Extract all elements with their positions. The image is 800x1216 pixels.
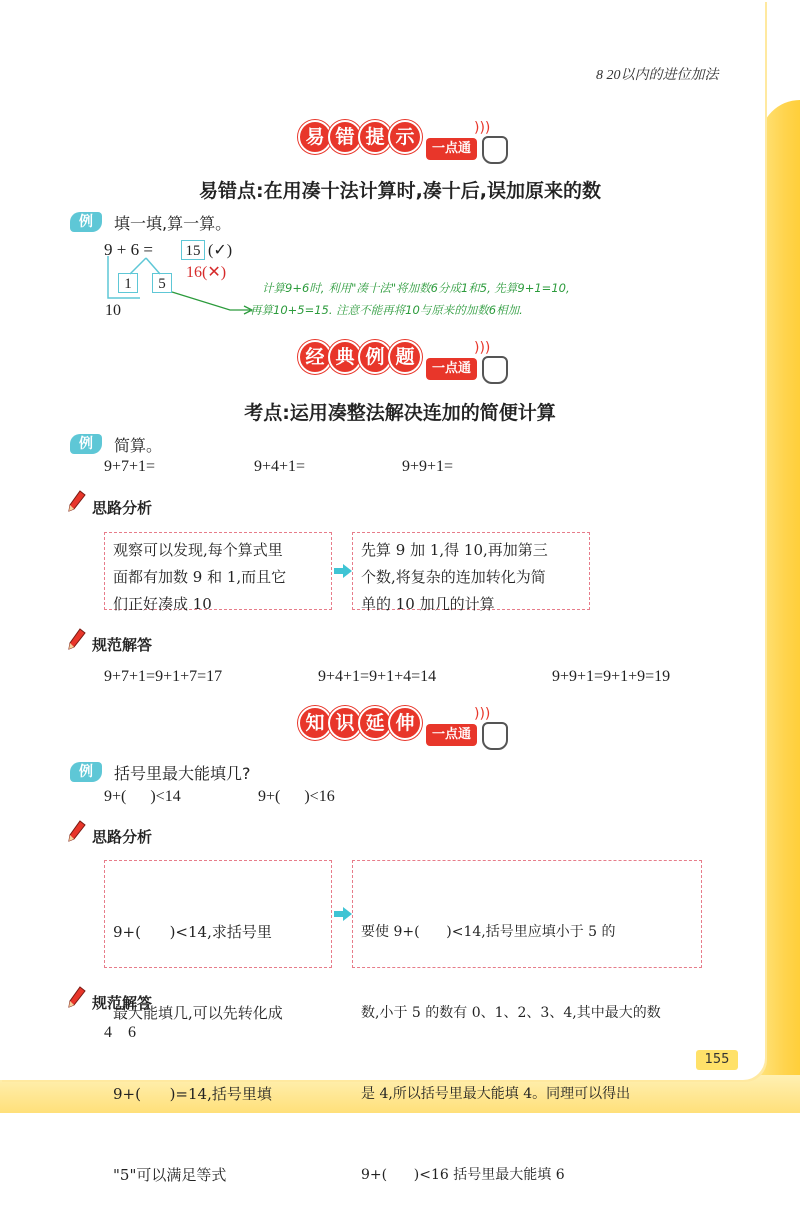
ten-label: 10 [105,302,121,319]
signal-icon: ))) [474,120,491,136]
note-arrow [170,290,260,320]
analysis-line: 个数,将复杂的连加转化为简 [361,568,546,586]
banner-char: 例 [358,340,392,374]
analysis-heading: 思路分析 [92,828,153,846]
banner-char: 示 [388,120,422,154]
page-edge-right [760,100,800,1113]
analysis-box-left [104,532,332,613]
analysis-box-right [352,860,702,1183]
analysis-line: 先算 9 加 1,得 10,再加第三 [361,541,548,559]
signal-icon: ))) [474,706,491,722]
running-head: 8 20以内的进位加法 [596,68,719,83]
banner-char: 延 [358,706,392,740]
expression: 9+( )<14 [104,788,181,805]
extend-banner [298,700,538,752]
check-mark: (✓) [208,242,233,259]
arrow-right-icon [334,907,352,921]
banner-char: 经 [298,340,332,374]
example-prompt: 括号里最大能填几? [114,764,251,783]
banner-char: 伸 [388,706,422,740]
note-line-1: 计算9+6时, 利用"凑十法"将加数6分成1和5, 先算9+1=10, [262,281,570,295]
analysis-line: "5"可以满足等式 [113,1166,227,1184]
example-prompt: 填一填,算一算。 [114,214,232,233]
banner-char: 识 [328,706,362,740]
example-badge: 例 [70,212,102,232]
banner-char: 提 [358,120,392,154]
analysis-heading: 思路分析 [92,499,153,517]
answer-heading: 规范解答 [92,636,153,654]
page-number: 155 [696,1050,738,1070]
example-badge: 例 [70,434,102,454]
arrow-right-icon [334,564,352,578]
expression: 9+9+1= [402,458,454,475]
analysis-line: 最大能填几,可以先转化成 [113,1004,283,1022]
banner-char: 典 [328,340,362,374]
split-left-box: 1 [118,273,138,293]
analysis-line: 9+( )<14,求括号里 [113,923,272,941]
split-right-box: 5 [152,273,172,293]
mistake-banner [298,114,538,166]
answer-heading: 规范解答 [92,994,153,1012]
banner-char: 题 [388,340,422,374]
answer-line: 9+7+1=9+1+7=17 [104,668,223,685]
analysis-line: 是 4,所以括号里最大能填 4。同理可以得出 [361,1086,631,1102]
analysis-line: 们正好凑成 10 [113,595,212,613]
classic-banner [298,334,538,386]
pointing-hand-icon [482,136,508,164]
answer-line: 9+9+1=9+1+9=19 [552,668,671,685]
signal-icon: ))) [474,340,491,356]
answer-line: 4 6 [104,1024,136,1041]
pencil-icon [68,490,86,512]
pencil-icon [68,628,86,650]
classic-point: 考点:运用凑整法解决连加的简便计算 [244,402,556,424]
expression: 9+7+1= [104,458,156,475]
banner-tag: 一点通 [426,358,477,380]
pencil-icon [68,986,86,1008]
banner-tag: 一点通 [426,138,477,160]
analysis-line: 面都有加数 9 和 1,而且它 [113,568,287,586]
equation: 9 + 6 = [104,240,153,259]
banner-char: 错 [328,120,362,154]
pointing-hand-icon [482,356,508,384]
analysis-line: 要使 9+( )<14,括号里应填小于 5 的 [361,924,616,940]
analysis-line: 单的 10 加几的计算 [361,595,495,613]
example-badge: 例 [70,762,102,782]
banner-char: 易 [298,120,332,154]
answer-box: 15 [181,240,205,260]
expression: 9+4+1= [254,458,306,475]
mistake-point: 易错点:在用凑十法计算时,凑十后,误加原来的数 [198,180,602,202]
expression: 9+( )<16 [258,788,335,805]
answer-line: 9+4+1=9+1+4=14 [318,668,437,685]
banner-tag: 一点通 [426,724,477,746]
analysis-line: 9+( )<16 括号里最大能填 6 [361,1167,565,1183]
analysis-line: 9+( )=14,括号里填 [113,1085,272,1103]
example-prompt: 简算。 [114,436,163,455]
analysis-line: 数,小于 5 的数有 0、1、2、3、4,其中最大的数 [361,1005,661,1021]
note-line-2: 再算10+5=15. 注意不能再将10与原来的加数6相加. [250,303,523,317]
analysis-line: 观察可以发现,每个算式里 [113,541,283,559]
analysis-box-right [352,532,590,613]
wrong-answer: 16(✕) [186,264,227,281]
banner-char: 知 [298,706,332,740]
pencil-icon [68,820,86,842]
pointing-hand-icon [482,722,508,750]
